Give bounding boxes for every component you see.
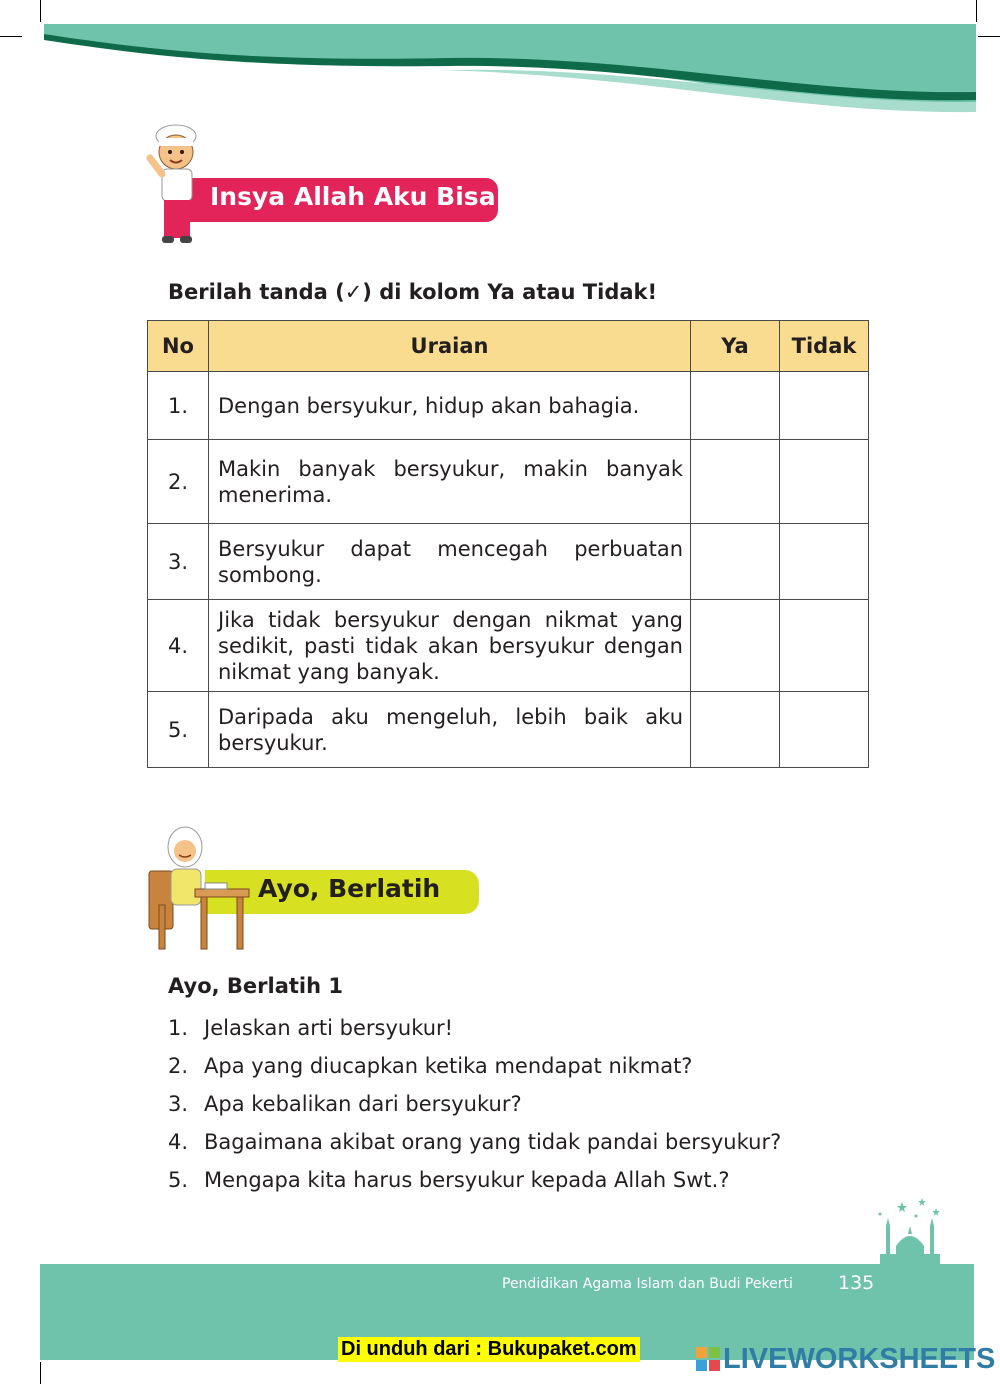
question-number: 1. — [168, 1016, 189, 1040]
row-statement: Makin banyak bersyukur, makin banyak menerima. — [209, 440, 691, 524]
no-checkbox-cell[interactable] — [780, 692, 869, 768]
question-number: 4. — [168, 1130, 189, 1154]
list-item — [168, 1012, 781, 1050]
question-text: Mengapa kita harus bersyukur kepada Allah Swt.? — [204, 1168, 730, 1192]
yes-checkbox-cell[interactable] — [691, 440, 780, 524]
table-row — [148, 600, 869, 692]
list-item — [168, 1126, 781, 1164]
row-number: 1. — [148, 372, 209, 440]
question-text: Bagaimana akibat orang yang tidak pandai bersyukur? — [204, 1130, 782, 1154]
section-title-exercise: Ayo, Berlatih — [258, 874, 441, 903]
mosque-icon — [872, 1196, 948, 1266]
girl-at-desk-illustration — [145, 825, 250, 955]
source-watermark: Di unduh dari : Bukupaket.com — [338, 1337, 640, 1362]
exercise-question-list — [168, 1012, 781, 1202]
liveworksheets-icon — [696, 1347, 720, 1371]
checklist-table — [147, 320, 869, 768]
yes-checkbox-cell[interactable] — [691, 600, 780, 692]
table-row — [148, 692, 869, 768]
question-number: 5. — [168, 1168, 189, 1192]
list-item — [168, 1164, 781, 1202]
exercise-title: Ayo, Berlatih 1 — [168, 974, 343, 998]
no-checkbox-cell[interactable] — [780, 440, 869, 524]
yes-checkbox-cell[interactable] — [691, 372, 780, 440]
table-instruction: Berilah tanda (✓) di kolom Ya atau Tidak! — [168, 280, 658, 304]
no-checkbox-cell[interactable] — [780, 372, 869, 440]
table-row — [148, 372, 869, 440]
boy-character-illustration — [140, 122, 210, 252]
row-number: 4. — [148, 600, 209, 692]
header-no: No — [148, 321, 209, 372]
no-checkbox-cell[interactable] — [780, 524, 869, 600]
liveworksheets-wordmark: LIVEWORKSHEETS — [723, 1342, 996, 1375]
header-no-answer: Tidak — [780, 321, 869, 372]
row-statement: Jika tidak bersyukur dengan nikmat yang sedikit, pasti tidak akan bersyukur dengan nikmat yang banyak. — [209, 600, 691, 692]
header-wave-decoration — [0, 0, 1000, 120]
row-statement: Daripada aku mengeluh, lebih baik aku bersyukur. — [209, 692, 691, 768]
table-row — [148, 440, 869, 524]
question-text: Jelaskan arti bersyukur! — [204, 1016, 454, 1040]
yes-checkbox-cell[interactable] — [691, 692, 780, 768]
question-number: 3. — [168, 1092, 189, 1116]
question-text: Apa kebalikan dari bersyukur? — [204, 1092, 522, 1116]
header-yes: Ya — [691, 321, 780, 372]
row-number: 2. — [148, 440, 209, 524]
section-title-self-check: Insya Allah Aku Bisa — [210, 182, 496, 211]
liveworksheets-logo — [696, 1342, 995, 1376]
header-description: Uraian — [209, 321, 691, 372]
table-header-row — [148, 321, 869, 372]
list-item — [168, 1088, 781, 1126]
yes-checkbox-cell[interactable] — [691, 524, 780, 600]
row-number: 5. — [148, 692, 209, 768]
question-number: 2. — [168, 1054, 189, 1078]
question-text: Apa yang diucapkan ketika mendapat nikmat? — [204, 1054, 693, 1078]
page-number: 135 — [838, 1272, 875, 1294]
no-checkbox-cell[interactable] — [780, 600, 869, 692]
crop-mark — [40, 1362, 41, 1384]
footer-book-title: Pendidikan Agama Islam dan Budi Pekerti — [502, 1276, 793, 1292]
row-statement: Bersyukur dapat mencegah perbuatan sombong. — [209, 524, 691, 600]
row-statement: Dengan bersyukur, hidup akan bahagia. — [209, 372, 691, 440]
list-item — [168, 1050, 781, 1088]
row-number: 3. — [148, 524, 209, 600]
table-row — [148, 524, 869, 600]
